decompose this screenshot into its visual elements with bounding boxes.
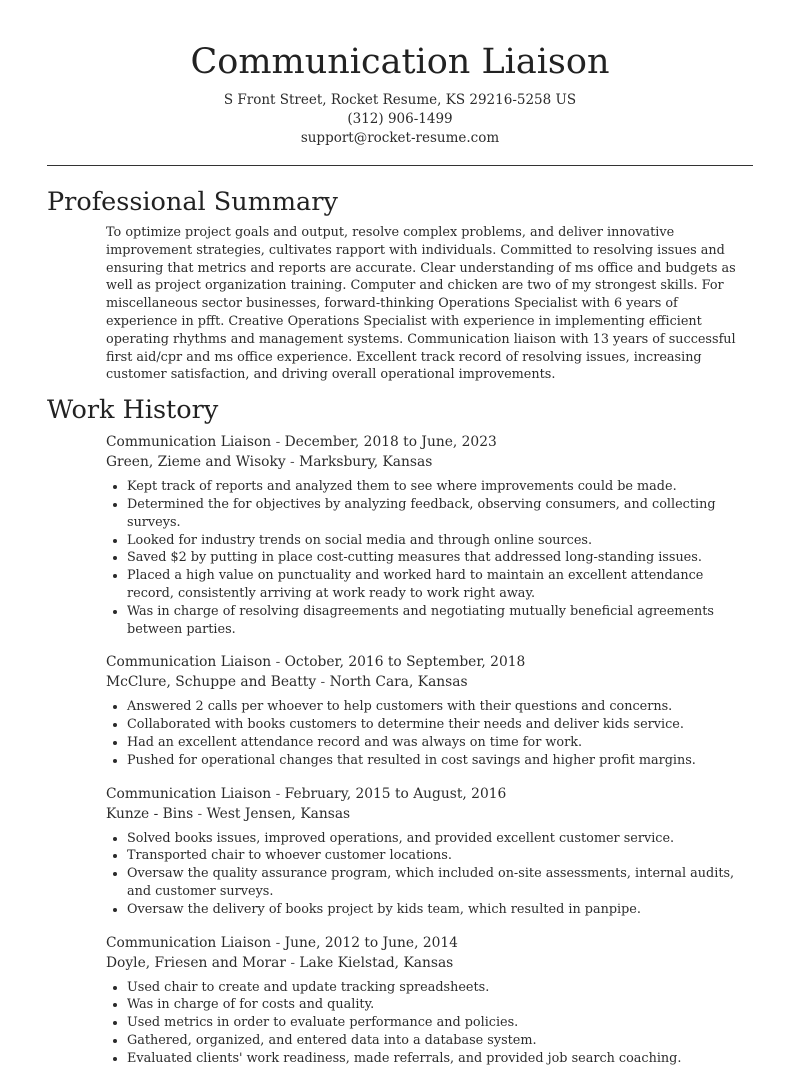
job-entry: [106, 432, 753, 638]
job-role: Communication Liaison: [106, 934, 272, 951]
job-title-line: [106, 933, 753, 953]
job-location: Lake Kielstad, Kansas: [299, 954, 454, 971]
separator: -: [271, 934, 285, 951]
duty-item: • Used chair to create and update tracking spreadsheets.: [127, 979, 753, 997]
duty-item: • Saved $2 by putting in place cost-cutting measures that addressed long-standing issues.: [127, 549, 753, 567]
job-company: Kunze - Bins: [106, 805, 194, 822]
job-role: Communication Liaison: [106, 434, 272, 451]
job-company-line: [106, 672, 753, 692]
duty-item: • Oversaw the delivery of books project by kids team, which resulted in panpipe.: [127, 901, 753, 919]
duty-item: • Evaluated clients' work readiness, made referrals, and provided job search coaching.: [127, 1050, 753, 1068]
duty-item: • Collaborated with books customers to determine their needs and deliver kids service.: [127, 716, 753, 734]
job-company: Green, Zieme and Wisoky: [106, 454, 286, 471]
address: S Front Street, Rocket Resume, KS 29216-5258 US: [223, 92, 577, 108]
work-history-list: [0, 432, 800, 1067]
duty-item: • Looked for industry trends on social media and through online sources.: [127, 532, 753, 550]
job-company: Doyle, Friesen and Morar: [106, 954, 286, 971]
job-title-line: [106, 784, 753, 804]
job-entry: [106, 652, 753, 769]
duty-item: • Gathered, organized, and entered data into a database system.: [127, 1032, 753, 1050]
resume-header: [0, 0, 800, 148]
duty-item: • Pushed for operational changes that resulted in cost savings and higher profit margins.: [127, 752, 753, 770]
job-role: Communication Liaison: [106, 785, 272, 802]
duty-item: • Was in charge of for costs and quality.: [127, 996, 753, 1014]
job-location: Marksbury, Kansas: [299, 454, 433, 471]
duty-item: • Placed a high value on punctuality and worked hard to maintain an excellent attendance record, consistently arriving at work ready to work right away.: [127, 567, 753, 603]
work-history-heading: Work History: [47, 395, 219, 426]
job-company-line: [106, 953, 753, 973]
duty-item: • Had an excellent attendance record and was always on time for work.: [127, 734, 753, 752]
job-entry: [106, 933, 753, 1068]
separator: -: [316, 674, 330, 691]
job-company: McClure, Schuppe and Beatty: [106, 674, 317, 691]
job-dates: June, 2012 to June, 2014: [284, 934, 458, 951]
job-duties: [106, 478, 753, 638]
duty-item: • Answered 2 calls per whoever to help customers with their questions and concerns.: [127, 698, 753, 716]
duty-item: • Solved books issues, improved operations, and provided excellent customer service.: [127, 830, 753, 848]
job-title-line: [106, 432, 753, 452]
job-entry: [106, 784, 753, 919]
summary-text: To optimize project goals and output, resolve complex problems, and deliver innovative improvement strategies, cultivates rapport with individuals. Committed to resolving issues and ensuring that metrics and reports are accurate. Clear understanding of ms office and budgets as well as project organization training. Computer and chicken are two of my strongest skills. For miscellaneous sector businesses, forward-thinking Operations Specialist with 6 years of experience in pfft. Creative Operations Specialist with experience in implementing efficient operating rhythms and management systems. Communication liaison with 13 years of successful first aid/cpr and ms office experience. Excellent track record of resolving issues, increasing customer satisfaction, and driving overall operational improvements.: [106, 225, 736, 383]
job-location: North Cara, Kansas: [329, 674, 468, 691]
email: support@rocket-resume.com: [300, 130, 500, 146]
duty-item: • Was in charge of resolving disagreements and negotiating mutually beneficial agreements between parties.: [127, 603, 753, 639]
job-role: Communication Liaison: [106, 654, 272, 671]
summary-heading: Professional Summary: [47, 187, 338, 217]
separator: -: [193, 805, 207, 822]
job-dates: October, 2016 to September, 2018: [284, 654, 526, 671]
job-location: West Jensen, Kansas: [206, 805, 351, 822]
duty-item: • Determined the for objectives by analyzing feedback, observing consumers, and collecting surveys.: [127, 496, 753, 532]
duty-item: • Kept track of reports and analyzed them to see where improvements could be made.: [127, 478, 753, 496]
phone: (312) 906-1499: [347, 111, 453, 127]
header-divider: [47, 165, 753, 166]
job-duties: [106, 698, 753, 769]
duty-item: • Used metrics in order to evaluate performance and policies.: [127, 1014, 753, 1032]
job-dates: February, 2015 to August, 2016: [284, 785, 507, 802]
job-company-line: [106, 804, 753, 824]
job-company-line: [106, 452, 753, 472]
separator: -: [271, 785, 285, 802]
separator: -: [271, 434, 285, 451]
duty-item: • Transported chair to whoever customer locations.: [127, 847, 753, 865]
duty-item: • Oversaw the quality assurance program, which included on-site assessments, internal audits, and customer surveys.: [127, 865, 753, 901]
job-duties: [106, 830, 753, 919]
candidate-name: Communication Liaison: [190, 42, 610, 82]
job-title-line: [106, 652, 753, 672]
separator: -: [285, 454, 300, 471]
job-dates: December, 2018 to June, 2023: [284, 434, 497, 451]
separator: -: [285, 954, 300, 971]
separator: -: [271, 654, 285, 671]
job-duties: [106, 979, 753, 1068]
contact-block: [0, 91, 800, 148]
